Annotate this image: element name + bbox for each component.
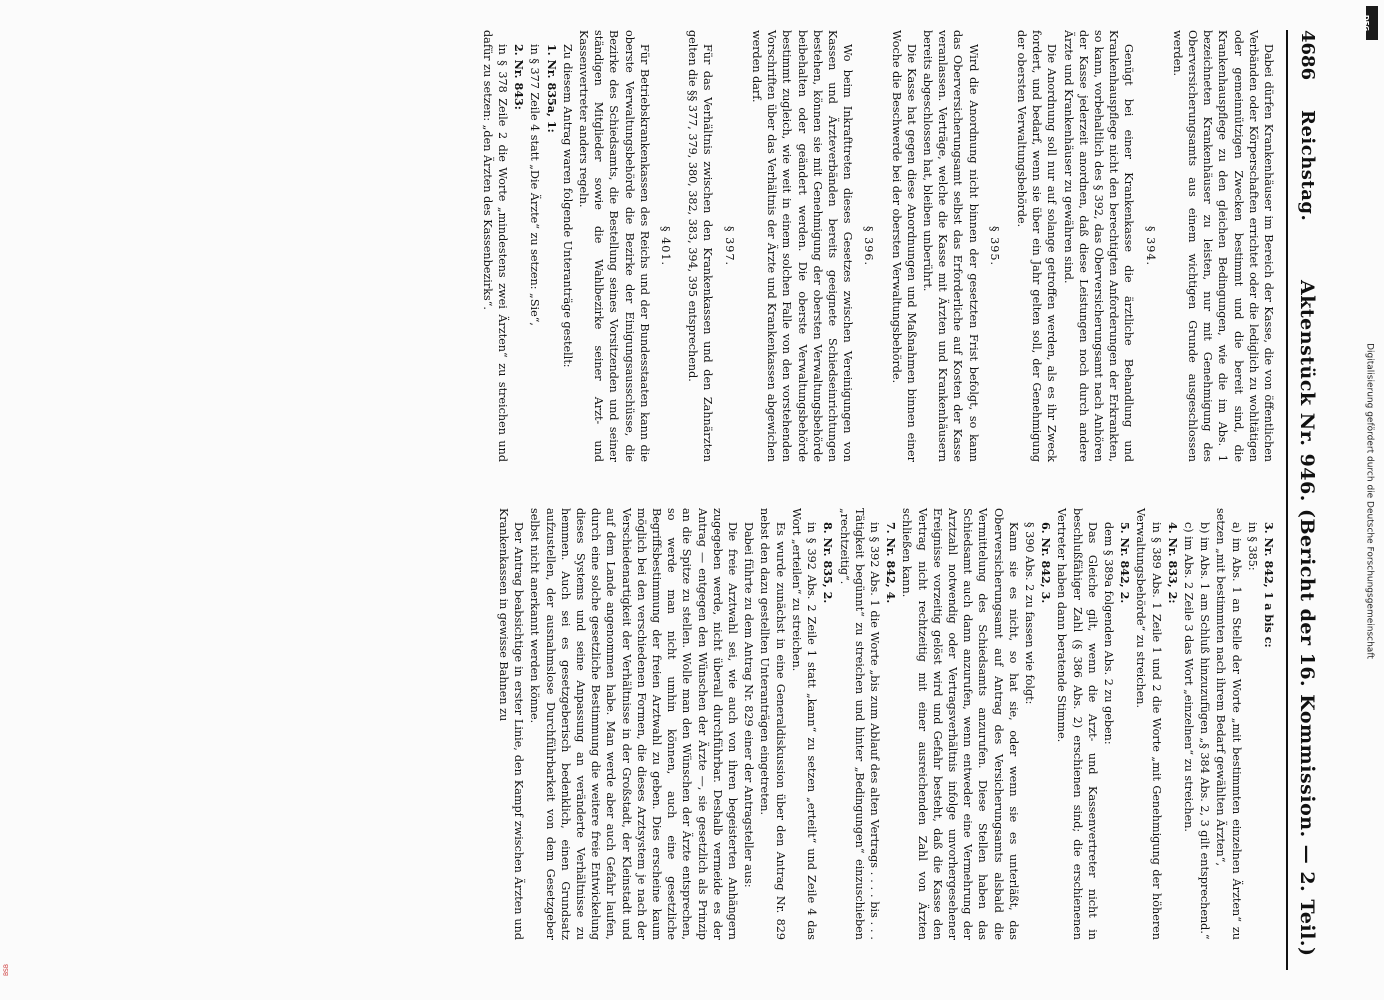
discussion-paragraph-4: Der Antrag beabsichtige in erster Linie, den Kampf zwischen Ärzten und Krankenkassen in gewisse Bahnen zu bbox=[497, 508, 526, 940]
page-number: 4686 bbox=[1297, 30, 1318, 81]
header-left-title: Reichstag. bbox=[1297, 110, 1318, 222]
item-8-text: in § 392 Abs. 2 Zeile 1 statt „kann“ zu setzen „erteilt“ und Zeile 4 das Wort „erteilen“ zu streichen. bbox=[789, 508, 819, 940]
section-401-paragraph-1: Für Betriebskrankenkassen des Reichs und der Bundesstaaten kann die oberste Verwaltungsbehörde die Bezirke der Einigungsausschüsse, die Bezirke des Schiedsamts, die Bestellung seines Vorsitzenden und seiner ständigen Mitglieder sowie die Wahlbezirke seiner Arzt- und Kassenvertreter anders regeln. bbox=[577, 30, 651, 462]
left-column bbox=[479, 30, 1276, 462]
item-3-c: c) im Abs. 2 Zeile 3 das Wort „einzelnen“ zu streichen. bbox=[1181, 522, 1195, 832]
subamendment-1-heading: 1. Nr. 835a, 1: bbox=[544, 44, 559, 133]
section-395-title: § 395. bbox=[987, 225, 1001, 267]
item-4-heading: 4. Nr. 833, 2: bbox=[1165, 522, 1180, 604]
right-column bbox=[495, 508, 1276, 940]
item-7-heading: 7. Nr. 842, 4. bbox=[884, 522, 899, 604]
item-6-text: Kann sie es nicht, so hat sie, oder wenn sie es unterläßt, das Oberversicherungsamt auf Antrag des Versicherungsamts alsbald die Vermittelung des Schiedsamts anzurufen. Diese Stellen haben das Schiedsamt auch dann anzurufen, wenn entweder eine Vermehrung der Arztzahl notwendig oder Vertragsverhältnis infolge unvorhergesehener Ereignisse vorzeitig gelöst wird und Gefahr besteht, daß die Kasse den Vertrag nicht rechtzeitig mit einer ausreichenden Zahl von Ärzten schließen kann. bbox=[900, 508, 1020, 940]
item-3-intro: in § 385: bbox=[1245, 522, 1259, 571]
intro-paragraph: Dabei dürfen Krankenhäuser im Bereich der Kasse, die von öffentlichen Verbänden oder Körperschaften errichtet oder die lediglich zu wohltätigen oder gemeinnützigen Zwecken bestimmt und die bereit sind, die Krankenhauspflege zu den gleichen Bedingungen, wie die im Abs. 1 bezeichneten Krankenhäuser zu leisten, nur mit Genehmigung des Oberversicherungsamts aus einem wichtigen Grunde ausgeschlossen werden. bbox=[1170, 30, 1275, 462]
section-396-paragraph-1: Wo beim Inkrafttreten dieses Gesetzes zwischen Vereinigungen von Kassen und Ärzteverbänden bereits geeignete Schiedseinrichtungen bestehen, können sie mit Genehmigung der obersten Verwaltungsbehörde beibehalten oder geändert werden. Die oberste Verwaltungsbehörde bestimmt zugleich, wie weit in einem solchen Falle von den vorstehenden Vorschriften über das Verhältnis der Ärzte und Krankenkassen abgewichen werden darf. bbox=[749, 30, 855, 462]
item-7-text: in § 392 Abs. 1 die Worte „bis zum Ablauf des alten Vertrags . . . . bis . . . Tätigkeit begünnt“ zu streichen und hinter „Bedingungen“ einzuschieben „rechtzeitig“. bbox=[837, 508, 881, 940]
header-center-title: Aktenstück Nr. 946. (Bericht der 16. Kommission. — 2. Teil.) bbox=[1296, 280, 1318, 957]
item-4-text: in § 389 Abs. 1 Zeile 1 und 2 die Worte „mit Genehmigung der höheren Verwaltungsbehörde“ zu streichen. bbox=[1134, 508, 1163, 940]
discussion-paragraph-2: Dabei führte zu dem Antrag Nr. 829 einer der Antragsteller aus: bbox=[742, 522, 756, 888]
section-394-paragraph-2: Die Anordnung soll nur auf solange getroffen werden, als es ihr Zweck fordert, und bedarf, wenn sie über ein Jahr gelten soll, der Genehmigung der obersten Verwaltungsbehörde. bbox=[1014, 30, 1059, 462]
section-396-title: § 396. bbox=[862, 225, 876, 267]
subamendment-1-text: in § 377 Zeile 4 statt „Die Ärzte“ zu setzen: „Sie“, bbox=[528, 44, 542, 326]
item-3-heading: 3. Nr. 842, 1 a bis c: bbox=[1262, 522, 1276, 648]
section-395-paragraph-2: Die Kasse hat gegen diese Anordnungen und Maßnahmen binnen einer Woche die Beschwerde bei der obersten Verwaltungsbehörde. bbox=[889, 30, 918, 462]
rotated-page-content bbox=[22, 30, 1322, 970]
section-394-title: § 394. bbox=[1143, 225, 1157, 267]
discussion-paragraph-1: Es wurde zunächst in eine Generaldiskussion über den Antrag Nr. 829 nebst den dazu gestellten Unteranträgen eingetreten. bbox=[758, 508, 787, 940]
header-rule bbox=[1286, 30, 1288, 970]
discussion-paragraph-3: Die freie Arztwahl sei, wie auch von ihren begeisterten Anhängern zugegeben werde, nicht überall durchführbar. Deshalb vermeide es der Antrag — entgegen den Wünschen der Ärzte —, sie gesetzlich als Prinzip an die Spitze zu stellen. Wolle man den Wünschen der Ärzte entsprechen, so werde man nicht umhin können, auch eine gesetzliche Begriffsbestimmung der freien Arztwahl zu geben. Dies erscheine kaum möglich bei den verschiedenen Formen, die dieses Arztsystem je nach der Verschiedenartigkeit der Verhältnisse in der Großstadt, der Kleinstadt und auf dem Lande angenommen habe. Man werde aber auch Gefahr laufen, durch eine solche gesetzliche Bestimmung die weitere freie Entwickelung dieses Systems und seine Anpassung an veränderte Verhältnisse zu hemmen. Auch sei es gesetzgeberisch bedenklich, einen Grundsatz aufzustellen, der ausnahmslose Durchführbarkeit von dem Gesetzgeber selbst nicht anerkannt werden könne. bbox=[528, 508, 740, 940]
dfg-logo-text: DFG bbox=[1362, 14, 1371, 32]
item-8-heading: 8. Nr. 835, 2. bbox=[821, 522, 836, 604]
section-397-title: § 397. bbox=[722, 225, 736, 267]
item-3-a: a) im Abs. 1 an Stelle der Worte „mit bestimmten einzelnen Ärzten“ zu setzen „mit bestimmten nach ihrem Bedarf gewählten Ärzten“, bbox=[1214, 508, 1243, 940]
item-5-intro: dem § 389a folgenden Abs. 2 zu geben: bbox=[1101, 522, 1115, 745]
digitization-credit-text: Digitalisierung gefördert durch die Deutsche Forschungsgemeinschaft bbox=[1364, 343, 1375, 659]
subamendment-2-text: in § 378 Zeile 2 die Worte „mindestens zwei Ärzten“ zu streichen und dafür zu setzen: „den Ärzten des Kassenbezirks“. bbox=[480, 30, 510, 462]
section-395-paragraph-1: Wird die Anordnung nicht binnen der gesetzten Frist befolgt, so kann das Oberversicherungsamt selbst das Erforderliche auf Kosten der Kasse veranlassen. Verträge, welche die Kasse mit Ärzten und Krankenhäusern bereits abgeschlossen hat, bleiben unberührt. bbox=[920, 30, 980, 462]
item-3-b: b) im Abs. 1 am Schluß hinzuzufügen „§ 384 Abs. 2, 3 gilt entsprechend.“ bbox=[1198, 522, 1212, 940]
item-6-heading: 6. Nr. 842, 3. bbox=[1039, 522, 1054, 604]
section-397-paragraph-1: Für das Verhältnis zwischen den Krankenkassen und den Zahnärzten gelten die §§ 377, 379, 380, 382, 383, 394, 395 entsprechend. bbox=[686, 30, 715, 462]
section-401-title: § 401. bbox=[659, 225, 673, 267]
subamendment-2-heading: 2. Nr. 843: bbox=[512, 44, 527, 110]
library-stamp: BSB bbox=[3, 964, 10, 976]
page-header bbox=[1288, 30, 1322, 970]
item-5-text: Das Gleiche gilt, wenn die Arzt- und Kassenvertreter nicht in beschlußfähiger Zahl (§ 386 Abs. 2) erschienen sind; die erschienenen Vertreter haben dann beratende Stimme. bbox=[1055, 508, 1099, 940]
item-5-heading: 5. Nr. 842, 2. bbox=[1118, 522, 1133, 604]
item-6-intro: § 390 Abs. 2 zu fassen wie folgt: bbox=[1022, 522, 1036, 705]
digitization-credit bbox=[1362, 10, 1374, 995]
subamendments-intro: Zu diesem Antrag waren folgende Unteranträge gestellt: bbox=[560, 44, 574, 368]
section-394-paragraph-1: Genügt bei einer Krankenkasse die ärztliche Behandlung und Krankenhauspflege nicht den berechtigten Anforderungen der Erkrankten, so kann, vorbehaltlich des § 392, das Oberversicherungsamt nach Anhören der Kasse jederzeit anordnen, daß diese Leistungen noch durch andere Ärzte und Krankenhäuser zu gewähren sind. bbox=[1061, 30, 1136, 462]
